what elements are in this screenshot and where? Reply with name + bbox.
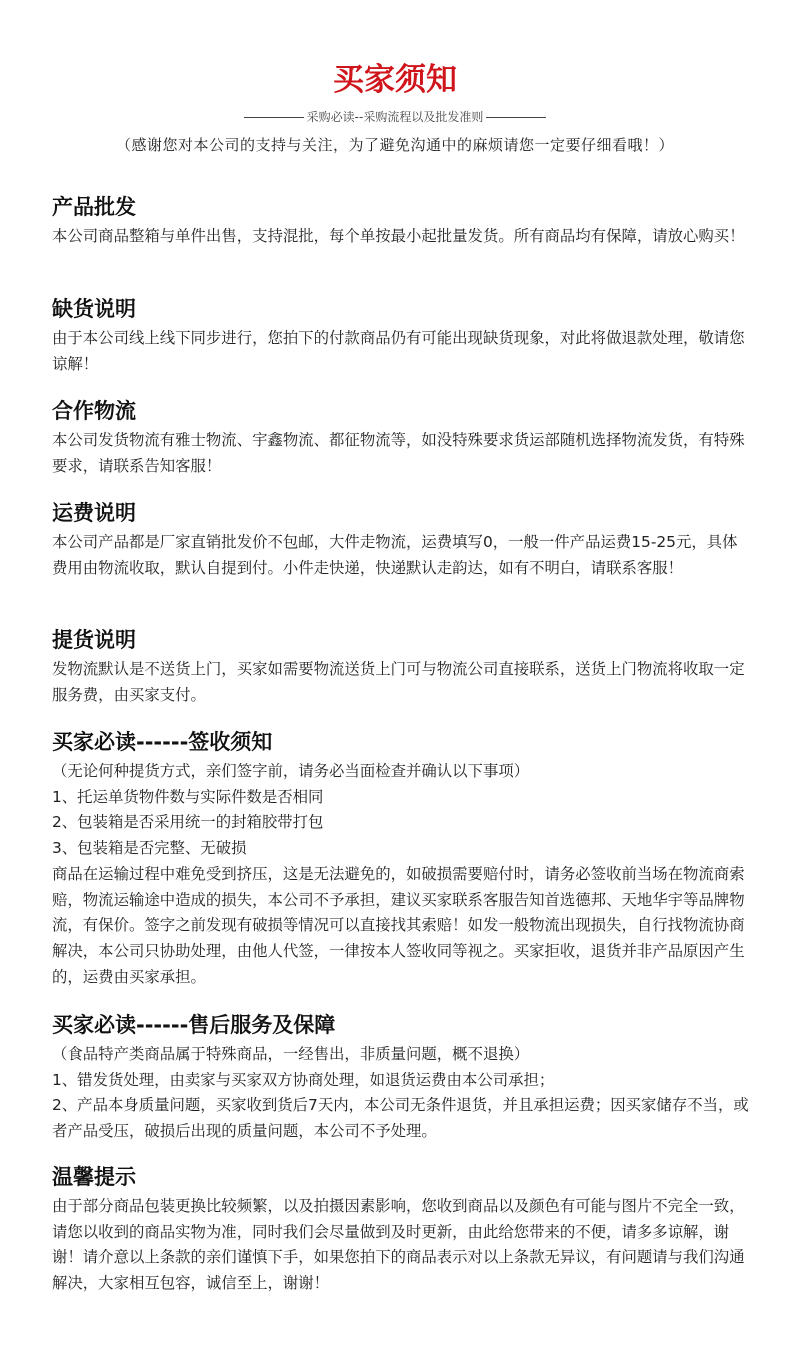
section-tips — [52, 1162, 752, 1297]
section-after-sales — [52, 1010, 752, 1145]
intro-notice: （感谢您对本公司的支持与关注，为了避免沟通中的麻烦请您一定要仔细看哦！） — [115, 136, 674, 154]
section-shipping-fee — [52, 498, 752, 581]
section-paragraph: 本公司发货物流有雅士物流、宇鑫物流、都征物流等，如没特殊要求货运部随机选择物流发货，有特殊要求，请联系告知客服！ — [52, 431, 745, 475]
section-title: 提货说明 — [52, 628, 136, 652]
section-paragraph: 本公司产品都是厂家直销批发价不包邮，大件走物流，运费填写0，一般一件产品运费15-25元，具体费用由物流收取，默认自提到付。小件走快递，快递默认走韵达，如有不明白，请联系客服！ — [52, 533, 738, 577]
page-subtitle — [0, 108, 790, 126]
section-title: 买家必读------签收须知 — [52, 730, 273, 754]
subtitle-rule-right — [486, 117, 546, 118]
section-wholesale — [52, 192, 752, 250]
section-paragraph: 本公司商品整箱与单件出售，支持混批，每个单按最小起批量发货。所有商品均有保障，请放心购买！ — [52, 227, 745, 245]
section-note: （无论何种提货方式，亲们签字前，请务必当面检查并确认以下事项） — [52, 762, 530, 780]
section-pickup — [52, 625, 752, 708]
section-paragraph: 1、错发货处理，由卖家与买家双方协商处理，如退货运费由本公司承担； — [52, 1070, 555, 1089]
checklist-item: 1、托运单货物件数与实际件数是否相同 — [52, 787, 324, 806]
section-title: 产品批发 — [52, 195, 136, 219]
section-paragraph: 由于本公司线上线下同步进行，您拍下的付款商品仍有可能出现缺货现象，对此将做退款处理，敬请您谅解！ — [52, 329, 745, 373]
section-title: 缺货说明 — [52, 297, 136, 321]
section-receipt — [52, 727, 752, 990]
checklist-item: 3、包装箱是否完整、无破损 — [52, 839, 247, 858]
section-note: （食品特产类商品属于特殊商品，一经售出，非质量问题，概不退换） — [52, 1045, 530, 1063]
section-title: 运费说明 — [52, 501, 136, 525]
section-title: 买家必读------售后服务及保障 — [52, 1013, 336, 1037]
page-title: 买家须知 — [333, 62, 457, 98]
section-out-of-stock — [52, 294, 752, 377]
section-title: 温馨提示 — [52, 1165, 136, 1189]
section-paragraph: 发物流默认是不送货上门，买家如需要物流送货上门可与物流公司直接联系，送货上门物流将收取一定服务费，由买家支付。 — [52, 660, 745, 704]
section-title: 合作物流 — [52, 399, 136, 423]
section-paragraph: 商品在运输过程中难免受到挤压，这是无法避免的，如破损需要赔付时，请务必签收前当场在物流商索赔，物流运输途中造成的损失，本公司不予承担，建议买家联系客服告知首选德邦、天地华宇等品牌物流，有保价。签字之前发现有破损等情况可以直接找其索赔！如发一般物流出现损失，自行找物流协商解决，本公司只协助处理，由他人代签，一律按本人签收同等视之。买家拒收，退货并非产品原因产生的，运费由买家承担。 — [52, 864, 745, 986]
checklist-item: 2、包装箱是否采用统一的封箱胶带打包 — [52, 813, 324, 832]
section-paragraph: 由于部分商品包装更换比较频繁，以及拍摄因素影响，您收到商品以及颜色有可能与图片不完全一致，请您以收到的商品实物为准，同时我们会尽量做到及时更新，由此给您带来的不便，请多多谅解，谢谢！请介意以上条款的亲们谨慎下手，如果您拍下的商品表示对以上条款无异议，有问题请与我们沟通解决，大家相互包容，诚信至上，谢谢！ — [52, 1197, 745, 1293]
section-paragraph: 2、产品本身质量问题，买家收到货后7天内，本公司无条件退货，并且承担运费；因买家储存不当，或者产品受压，破损后出现的质量问题，本公司不予处理。 — [52, 1096, 749, 1141]
section-logistics — [52, 396, 752, 479]
subtitle-text: 采购必读--采购流程以及批发准则 — [306, 110, 484, 124]
subtitle-rule-left — [244, 117, 304, 118]
